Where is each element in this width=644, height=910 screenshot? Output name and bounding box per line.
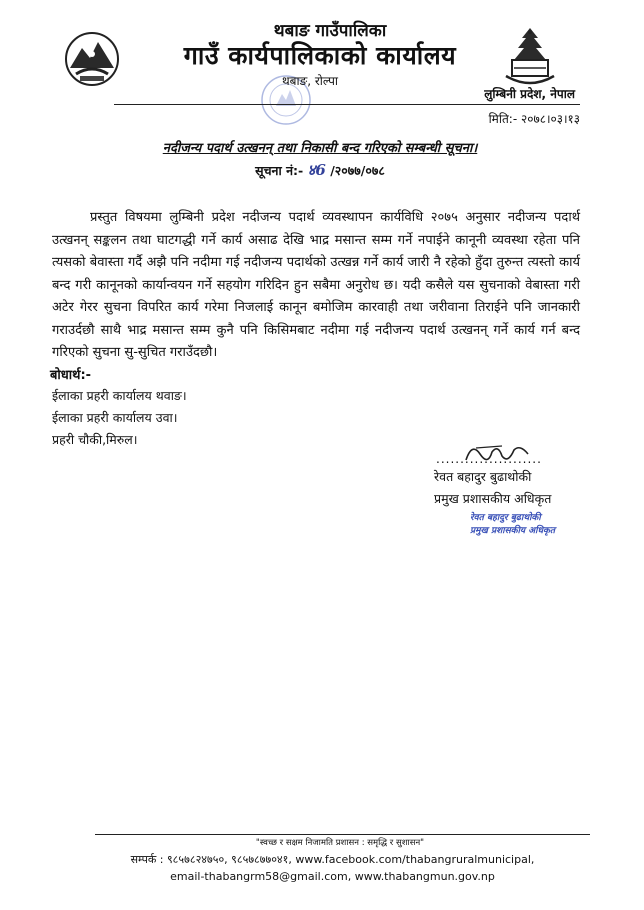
- signatory-stamp: [470, 512, 565, 538]
- stamp-name: रेवत बहादुर बुढाथोकी: [470, 513, 541, 523]
- cc-list: [52, 385, 187, 451]
- cc-item: ईलाका प्रहरी कार्यालय उवा।: [52, 410, 178, 425]
- office-name-main: गाउँ कार्यपालिकाको कार्यालय: [183, 41, 457, 70]
- footer-divider: [95, 834, 590, 835]
- signature-line: ......................: [436, 452, 542, 466]
- office-location: थबाङ, रोल्पा: [282, 74, 338, 88]
- office-name-top: थबाङ गाउँपालिका: [273, 21, 387, 41]
- notice-number-label: सूचना नं:-: [255, 163, 304, 178]
- footer-motto: "स्वच्छ र सक्षम निजामति प्रशासन : समृद्धि र सुशासन": [255, 838, 425, 848]
- cc-heading: बोधार्थ:-: [50, 368, 92, 383]
- cc-item: ईलाका प्रहरी कार्यालय थवाङ।: [52, 388, 187, 403]
- notice-number-handwritten: ४6: [307, 161, 326, 179]
- cc-item: प्रहरी चौकी,मिरुल।: [52, 432, 138, 447]
- nepal-emblem-logo: [62, 30, 122, 88]
- notice-subject: नदीजन्य पदार्थ उत्खनन् तथा निकासी बन्द गरिएको सम्बन्धी सूचना।: [162, 141, 478, 156]
- notice-number: [200, 160, 440, 180]
- footer-contact-phone-facebook: सम्पर्क : ९८५७८२४७५०, ९८५७८७७०४१, www.facebook.com/thabangruralmunicipal,: [130, 853, 535, 866]
- signatory-title: प्रमुख प्रशासकीय अधिकृत: [434, 491, 552, 506]
- document-date: मिति:- २०७८।०३।१३: [488, 112, 580, 126]
- province-name: लुम्बिनी प्रदेश, नेपाल: [484, 87, 575, 101]
- signatory-name: रेवत बहादुर बुढाथोकी: [434, 469, 532, 484]
- footer-contact-email-web: email-thabangrm58@gmail.com, www.thabangmun.gov.np: [170, 870, 495, 883]
- notice-fiscal-year: /२०७७/०७८: [330, 163, 385, 178]
- stamp-title: प्रमुख प्रशासकीय अधिकृत: [470, 526, 556, 536]
- notice-body: प्रस्तुत विषयमा लुम्बिनी प्रदेश नदीजन्य पदार्थ व्यवस्थापन कार्यविधि २०७५ अनुसार नदीजन्य पदार्थ उत्खनन् सङ्कलन तथा घाटगद्धी गर्ने कार्य असाढ देखि भाद्र मसान्त सम्म गर्ने नपाईने कानूनी व्यवस्था रहेता पनि त्यसको बेवास्ता गर्दै अझै पनि नदीमा गई नदीजन्य पदार्थको उत्खन्न गर्ने कार्य जारी नै रहेको हुँदा तुरुन्त त्यस्तो कार्य बन्द गरी कानूनको कार्यान्वयन गर्ने सहयोग गरिदिन हुन सबैमा अनुरोध छ। यदी कसैले यस सुचनाको वेबास्ता गरी अटेर गेरर सुचना विपरित कार्य गरेमा निजलाई कानून बमोजिम कारवाही तथा जरीवाना तिराईने पनि जानकारी गराउर्दछौ साथै भाद्र मसान्त सम्म कुनै पनि किसिमबाट नदीमा गई नदीजन्य पदार्थ उत्खनन् गर्ने कार्य गर्न बन्द गरिएको सुचना सु-सुचित गराउँदछौ।: [52, 210, 580, 360]
- header-divider: [114, 104, 580, 105]
